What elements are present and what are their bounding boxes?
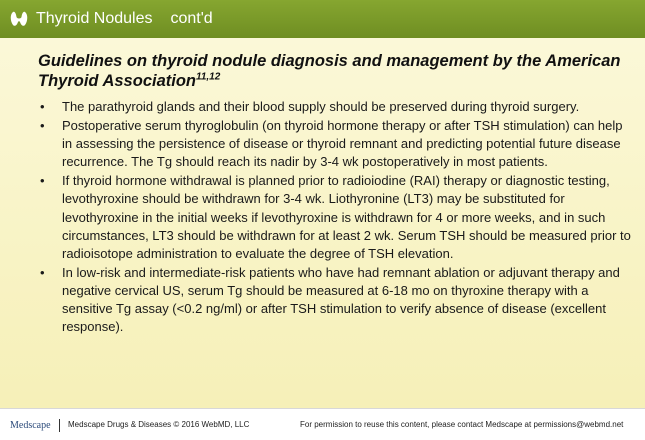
content-area <box>0 38 645 408</box>
section-heading <box>38 51 628 91</box>
footer-permission: For permission to reuse this content, please contact Medscape at permissions@webmd.net <box>300 420 624 429</box>
footer-bar <box>0 408 645 440</box>
medscape-logo: Medscape <box>10 420 51 431</box>
bullet-list <box>40 98 632 337</box>
title-text: Thyroid Nodules <box>36 10 153 27</box>
slide-title <box>36 10 213 28</box>
bullet-item: • In low-risk and intermediate-risk patients who have had remnant ablation or adjuvant therapy and negative cervical US, serum Tg should be measured at 6-18 mo on thyroxine therapy with a sensitive Tg assay (<0.2 ng/ml) or after TSH stimulation to verify absence of disease (excellent response). <box>40 264 632 336</box>
heading-text: Guidelines on thyroid nodule diagnosis and management by the American Thyroid Association <box>38 52 621 90</box>
footer-divider <box>59 419 60 432</box>
bullet-item: • Postoperative serum thyroglobulin (on thyroid hormone therapy or after TSH stimulation) can help in assessing the persistence of disease or thyroid remnant and predicting potential future disease recurrence. The Tg should reach its nadir by 3-4 wk postoperatively in most patients. <box>40 117 632 171</box>
footer-copyright: Medscape Drugs & Diseases © 2016 WebMD, LLC <box>68 420 250 429</box>
thyroid-icon <box>10 11 28 27</box>
title-subtitle: cont'd <box>170 10 213 27</box>
header-bar <box>0 0 645 38</box>
bullet-item: • If thyroid hormone withdrawal is planned prior to radioiodine (RAI) therapy or diagnostic testing, levothyroxine should be withdrawn for 3-4 wk. Liothyronine (LT3) may be substituted for levothyroxine in the initial weeks if levothyroxine is withdrawn for 4 or more weeks, and in such circumstances, LT3 should be withdrawn for at least 2 wk. Serum TSH should be measured prior to radioisotope administration to evaluate the degree of TSH elevation. <box>40 172 632 262</box>
heading-citation: 11,12 <box>196 71 221 83</box>
bullet-item: • The parathyroid glands and their blood supply should be preserved during thyroid surgery. <box>40 98 632 116</box>
